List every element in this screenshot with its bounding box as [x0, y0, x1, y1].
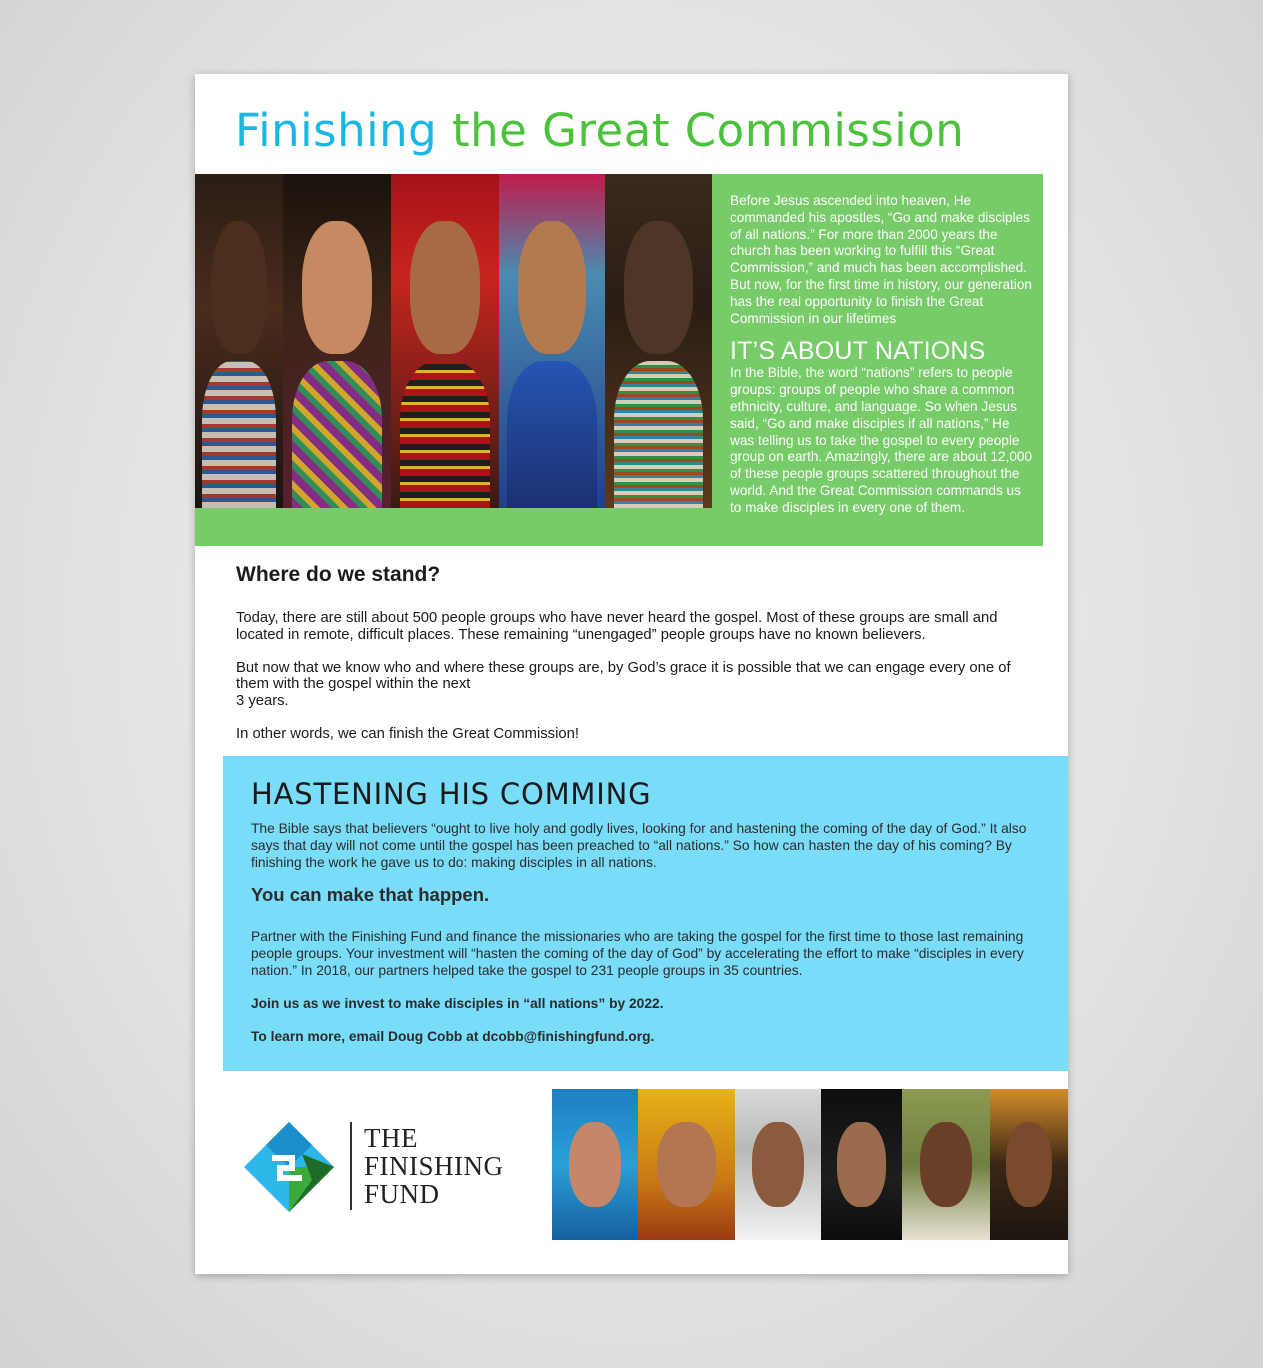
portrait-photo — [499, 174, 605, 508]
logo-wordmark — [364, 1124, 504, 1208]
portrait-collage — [195, 174, 712, 508]
faces-strip — [552, 1089, 1068, 1240]
page-title — [235, 104, 964, 157]
section-heading: Where do we stand? — [236, 563, 441, 586]
portrait-photo — [391, 174, 499, 508]
where-we-stand-section — [236, 562, 1026, 759]
logo-line: THE — [364, 1123, 418, 1153]
paragraph — [236, 660, 1016, 710]
panel-heading: HASTENING HIS COMMING — [251, 777, 652, 811]
flyer-page — [195, 74, 1068, 1274]
contact-line: To learn more, email Doug Cobb at dcobb@finishingfund.org. — [251, 1029, 655, 1045]
hero-intro: Before Jesus ascended into heaven, He commanded his apostles, “Go and make disciples of all nations.” For more than 2000 years the church has been working to fulfill this “Great Commission,” and much has been accomplished. But now, for the first time in history, our generation has the real opportunity to finish the Great Commission in our lifetimes — [730, 193, 1032, 326]
logo-line: FINISHING — [364, 1151, 504, 1181]
paragraph-line: But now that we know who and where these groups are, by God’s grace it is possible that we can engage every one of them with the gospel within the next — [236, 659, 1011, 693]
finishing-fund-logo — [242, 1120, 532, 1220]
paragraph: In other words, we can finish the Great Commission! — [236, 725, 579, 742]
hero-body: In the Bible, the word “nations” refers to people groups: groups of people who share a common ethnicity, culture, and language. So when Jesus said, “Go and make disciples if all nations,” He was telling us to take the gospel to every people group on earth. Amazingly, there are about 12,000 of these people groups scattered throughout the world. And the Great Commission commands us to make disciples in every one of them. — [730, 365, 1033, 515]
portrait-photo — [638, 1089, 735, 1240]
title-part-2: the Great Commission — [452, 104, 965, 157]
portrait-photo — [552, 1089, 638, 1240]
logo-mark-icon — [242, 1120, 336, 1214]
portrait-photo — [605, 174, 712, 508]
panel-subheading: You can make that happen. — [251, 883, 490, 905]
paragraph-line: 3 years. — [236, 693, 289, 710]
title-part-1: Finishing — [235, 104, 438, 157]
call-to-action: Join us as we invest to make disciples in “all nations” by 2022. — [251, 996, 664, 1012]
paragraph: The Bible says that believers “ought to live holy and godly lives, looking for and hastening the coming of the day of God.” It also says that day will not come until the gospel has been preached to “all nations.” So how can hasten the day of his coming? By finishing the work he gave us to do: making disciples in all nations. — [251, 821, 1027, 871]
portrait-photo — [821, 1089, 902, 1240]
portrait-photo — [283, 174, 391, 508]
portrait-photo — [902, 1089, 990, 1240]
logo-divider — [350, 1122, 352, 1210]
hero-heading: IT’S ABOUT NATIONS — [730, 337, 986, 366]
hastening-panel — [223, 756, 1068, 1071]
portrait-photo — [735, 1089, 821, 1240]
hero-banner — [195, 174, 1043, 546]
logo-line: FUND — [364, 1179, 440, 1209]
hero-text — [730, 193, 1035, 517]
paragraph: Partner with the Finishing Fund and finance the missionaries who are taking the gospel for the first time to those last remaining people groups. Your investment will “hasten the coming of the day of God” by accelerating the effort to make “disciples in every nation.” In 2018, our partners helped take the gospel to 231 people groups in 35 countries. — [251, 928, 1024, 979]
portrait-photo — [195, 174, 283, 508]
paragraph: Today, there are still about 500 people groups who have never heard the gospel. Most of these groups are small and located in remote, difficult places. These remaining “unengaged” people groups have no known believers. — [236, 610, 998, 643]
portrait-photo — [990, 1089, 1068, 1240]
